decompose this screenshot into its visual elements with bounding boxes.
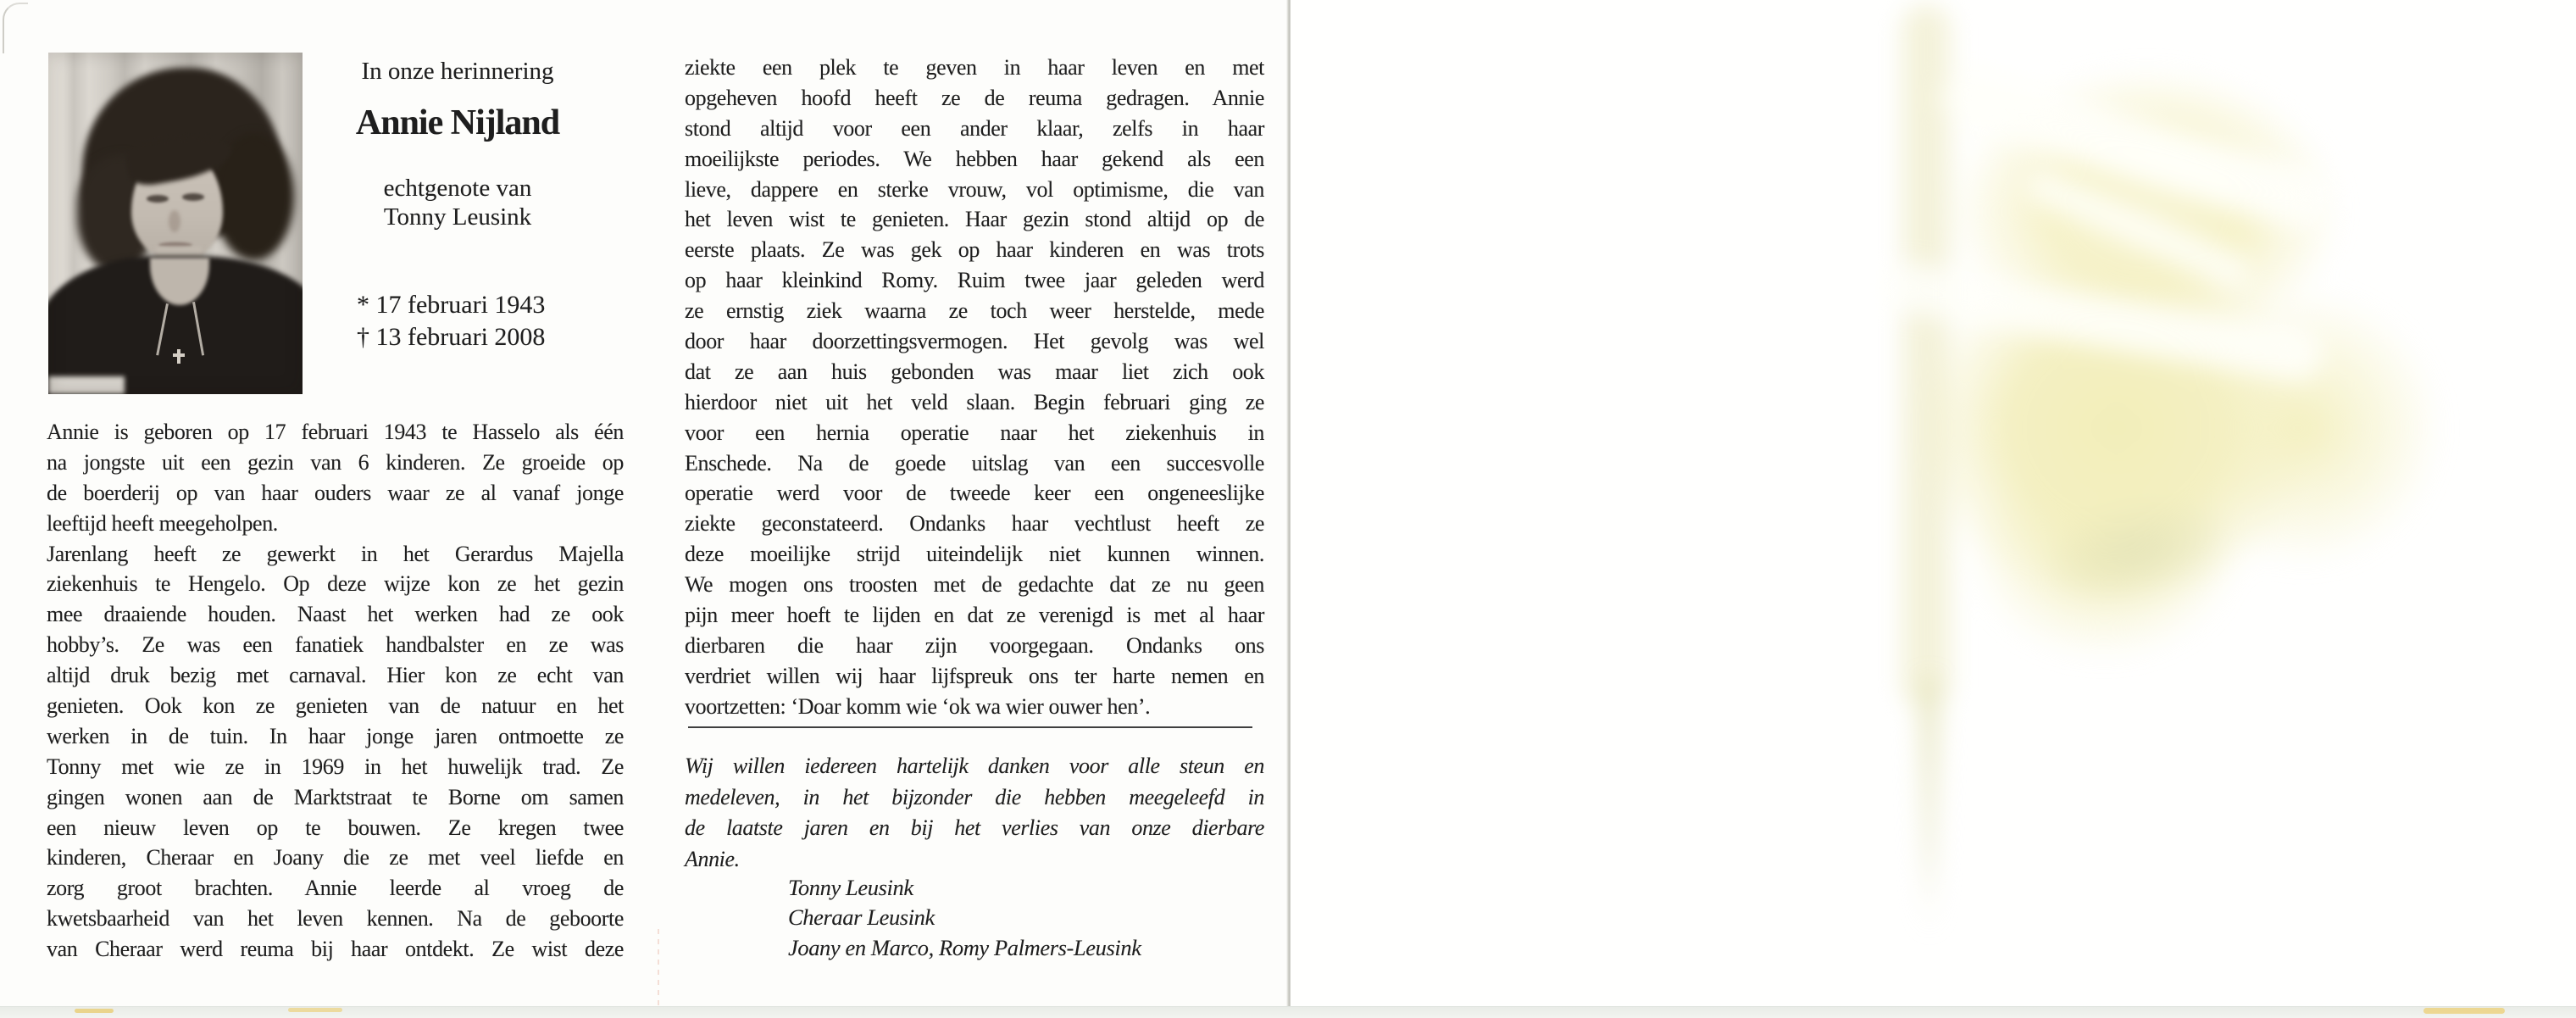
text-line: dat ze aan huis gebonden was maar liet zich ook bbox=[685, 359, 1264, 384]
text-line: ze ernstig ziek waarna ze toch weer herstelde, mede bbox=[685, 298, 1264, 324]
card-corner-edge bbox=[3, 3, 28, 53]
text-line: ziekte geconstateerd. Ondanks haar vechtlust heeft ze bbox=[685, 511, 1264, 537]
death-date: † 13 februari 2008 bbox=[357, 322, 546, 351]
divider-line bbox=[688, 726, 1252, 728]
text-line: de laatste jaren en bij het verlies van onze dierbare bbox=[685, 815, 1264, 841]
text-line: werken in de tuin. In haar jonge jaren ontmoette ze bbox=[47, 723, 624, 748]
text-line: altijd druk bezig met carnaval. Hier kon ze echt van bbox=[47, 663, 624, 688]
text-line: na jongste uit een gezin van 6 kinderen. Ze groeide op bbox=[47, 449, 624, 475]
text-line: voortzetten: ‘Doar komm wie ‘ok wa wier ouwer hen’. bbox=[685, 693, 1151, 719]
text-line: Joany en Marco, Romy Palmers-Leusink bbox=[788, 934, 1141, 960]
text-line: een nieuw leven op te bouwen. Ze kregen twee bbox=[47, 815, 624, 840]
text-line: opgeheven hoofd heeft ze de reuma gedragen. Annie bbox=[685, 85, 1264, 110]
text-line: hierdoor niet uit het veld slaan. Begin februari ging ze bbox=[685, 389, 1264, 414]
photo-face-shape bbox=[131, 147, 223, 262]
text-line: moeilijkste periodes. We hebben haar gekend als een bbox=[685, 146, 1264, 171]
text-line: gingen wonen aan de Marktstraat te Borne om samen bbox=[47, 784, 624, 809]
text-line: Tonny Leusink bbox=[788, 875, 913, 900]
cross-pendant-icon-bar bbox=[173, 353, 185, 357]
photo-nose-shadow bbox=[169, 210, 180, 232]
photo-bangs-shape bbox=[124, 129, 236, 189]
spouse-name: Tonny Leusink bbox=[383, 203, 532, 231]
life-dates bbox=[357, 289, 628, 353]
text-line: zorg groot brachten. Annie leerde al vroeg de bbox=[47, 876, 624, 901]
text-line: van Cheraar werd reuma bij haar ontdekt. Ze wist deze bbox=[47, 937, 624, 962]
scan-speck bbox=[2423, 1008, 2505, 1014]
acknowledgement-note bbox=[685, 751, 1264, 875]
biography-column-right bbox=[685, 53, 1264, 722]
text-line: leeftijd heeft meegeholpen. bbox=[47, 510, 278, 536]
text-line: verdriet willen wij haar lijfspreuk ons ter harte nemen en bbox=[685, 663, 1264, 688]
photo-mouth-shape bbox=[158, 242, 192, 248]
card-inside-right bbox=[1291, 0, 2576, 1017]
memorial-intro-line: In onze herinnering bbox=[361, 58, 554, 85]
text-line: lieve, dappere en sterke vrouw, vol optimisme, die van bbox=[685, 176, 1264, 202]
necklace-chain-left bbox=[156, 303, 169, 355]
text-line: Annie. bbox=[685, 846, 740, 871]
family-signatures bbox=[788, 873, 1296, 963]
text-line: We mogen ons troosten met de gedachte dat ze nu geen bbox=[685, 572, 1264, 598]
photo-right-eye-shape bbox=[182, 193, 204, 201]
text-line: mee draaiende houden. Naast het werken had ze ook bbox=[47, 602, 624, 627]
text-line: genieten. Ook kon ze genieten van de natuur en het bbox=[47, 693, 624, 719]
text-line: ziekte een plek te geven in haar leven en met bbox=[685, 55, 1264, 80]
rose-image bbox=[1291, 0, 2576, 1017]
relation-label: echtgenote van bbox=[383, 175, 532, 202]
text-line: Enschede. Na de goede uitslag van een succesvolle bbox=[685, 450, 1264, 476]
photo-hair-left-shape bbox=[77, 154, 155, 273]
text-line: door haar doorzettingsvermogen. Het gevolg was wel bbox=[685, 329, 1264, 354]
text-line: kwetsbaarheid van het leven kennen. Na de geboorte bbox=[47, 906, 624, 932]
photo-background-light bbox=[48, 376, 125, 394]
text-line: hobby’s. Ze was een fanatiek handbalster en ze was bbox=[47, 632, 624, 658]
portrait-photo bbox=[48, 53, 303, 394]
text-line: het leven wist te genieten. Haar gezin stond altijd op de bbox=[685, 207, 1264, 232]
text-line: eerste plaats. Ze was gek op haar kinderen en was trots bbox=[685, 237, 1264, 263]
text-line: Jarenlang heeft ze gewerkt in het Gerardus Majella bbox=[47, 541, 624, 566]
cross-pendant-icon bbox=[177, 349, 180, 364]
text-line: pijn meer hoeft te lijden en dat ze verenigd is met al haar bbox=[685, 603, 1264, 628]
photo-left-eye-shape bbox=[147, 195, 169, 203]
necklace-chain-right bbox=[192, 302, 204, 356]
scan-speck bbox=[288, 1008, 342, 1012]
scan-crease-artifact bbox=[658, 929, 659, 1005]
text-line: op haar kleinkind Romy. Ruim twee jaar geleden werd bbox=[685, 268, 1264, 293]
text-line: Wij willen iedereen hartelijk danken voor alle steun en bbox=[685, 754, 1264, 778]
text-line: Annie is geboren op 17 februari 1943 te Hasselo als één bbox=[47, 420, 624, 444]
text-line: deze moeilijke strijd uiteindelijk niet kunnen winnen. bbox=[685, 542, 1264, 567]
text-line: dierbaren die haar zijn voorgegaan. Ondanks ons bbox=[685, 632, 1264, 658]
photo-hair-right-shape bbox=[214, 133, 294, 260]
deceased-name: Annie Nijland bbox=[355, 103, 560, 142]
text-line: Tonny met wie ze in 1969 in het huwelijk trad. Ze bbox=[47, 754, 624, 779]
birth-date: * 17 februari 1943 bbox=[357, 291, 546, 319]
scan-speck bbox=[75, 1009, 114, 1013]
biography-column-left bbox=[47, 417, 624, 965]
text-line: voor een hernia operatie naar het ziekenhuis in bbox=[685, 420, 1264, 445]
photo-neck-shape bbox=[156, 246, 202, 302]
rose-stem bbox=[1913, 678, 1946, 932]
photo-hair-shape bbox=[82, 68, 284, 242]
text-line: Cheraar Leusink bbox=[788, 904, 935, 931]
text-line: medeleven, in het bijzonder die hebben meegeleefd in bbox=[685, 784, 1264, 809]
text-line: stond altijd voor een ander klaar, zelfs in haar bbox=[685, 115, 1264, 141]
photo-neckline-skin bbox=[150, 258, 209, 305]
scan-bottom-edge bbox=[0, 1006, 2576, 1018]
text-line: operatie werd voor de tweede keer een ongeneeslijke bbox=[685, 481, 1264, 506]
photo-sweater-shape bbox=[48, 256, 303, 394]
text-line: ziekenhuis te Hengelo. Op deze wijze kon ze het gezin bbox=[47, 571, 624, 597]
text-line: kinderen, Cheraar en Joany die ze met veel liefde en bbox=[47, 845, 624, 871]
text-line: de boerderij op van haar ouders waar ze al vanaf jonge bbox=[47, 480, 624, 505]
